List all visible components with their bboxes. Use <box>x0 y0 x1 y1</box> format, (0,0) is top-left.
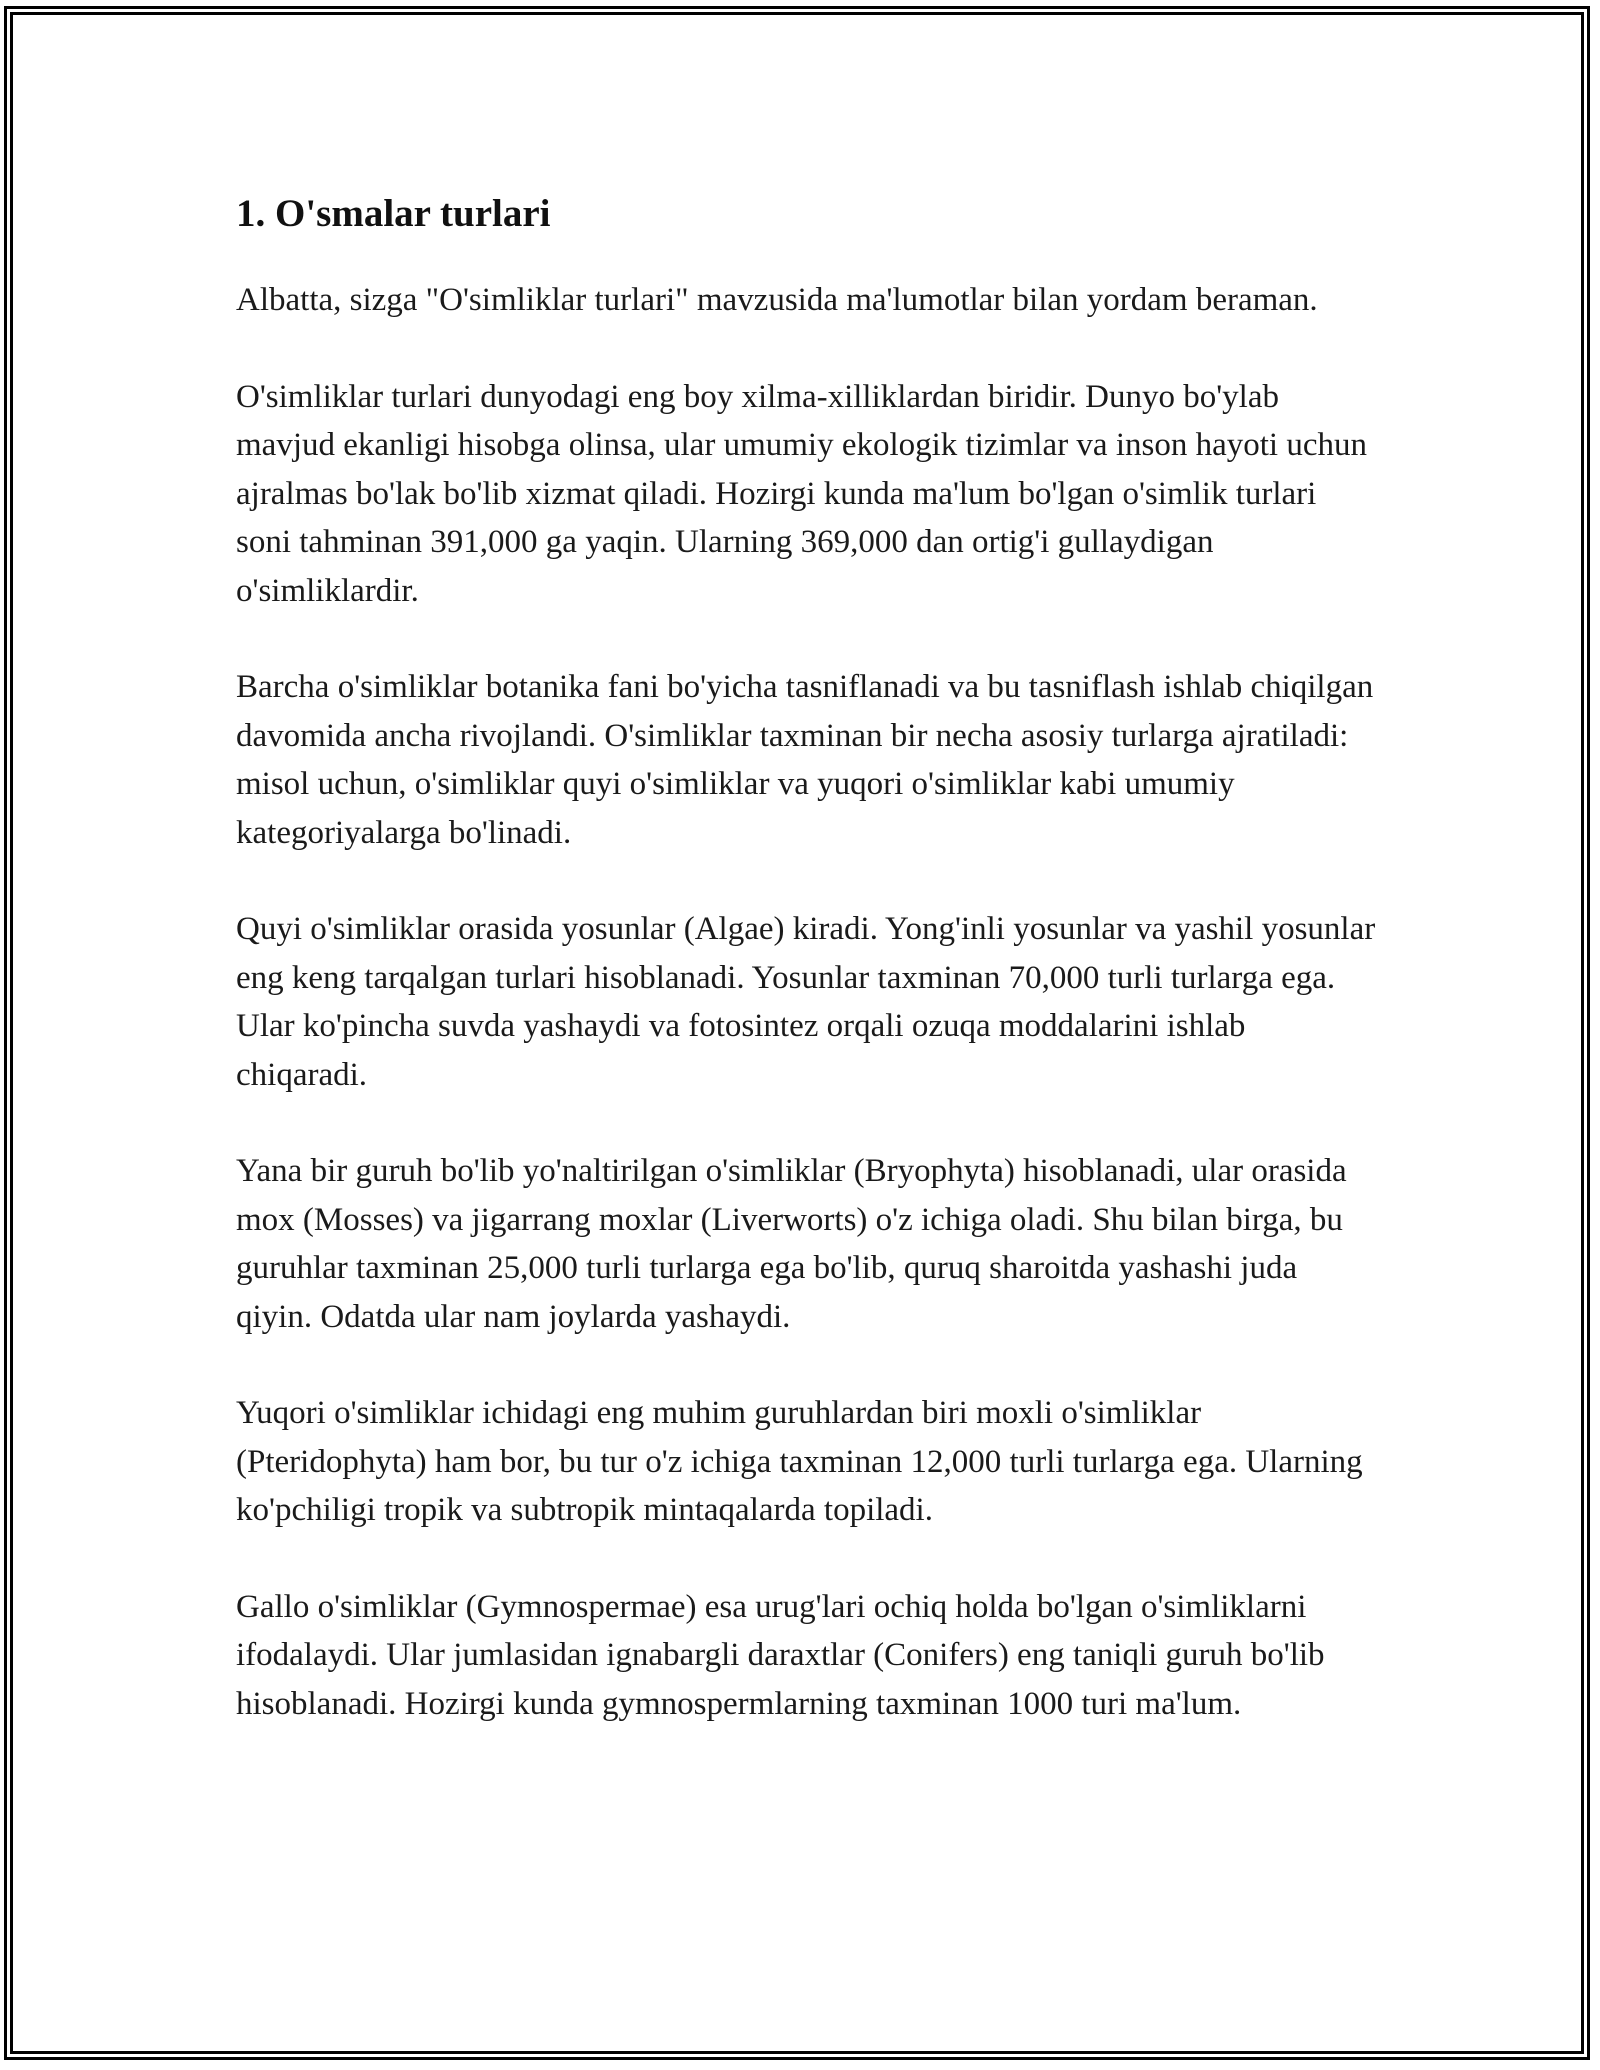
paragraph-plant-diversity: O'simliklar turlari dunyodagi eng boy xilma-xilliklardan biridir. Dunyo bo'ylab mavjud ekanligi hisobga olinsa, ular umumiy ekologik tizimlar va inson hayoti uchun ajralmas bo'lak bo'lib xizmat qiladi. Hozirgi kunda ma'lum bo'lgan o'simlik turlari soni tahminan 391,000 ga yaqin. Ularning 369,000 dan ortig'i gullaydigan o'simliklardir. <box>236 378 1367 609</box>
page-title: 1. O'smalar turlari <box>236 192 551 235</box>
paragraph-classification: Barcha o'simliklar botanika fani bo'yicha tasniflanadi va bu tasniflash ishlab chiqilgan davomida ancha rivojlandi. O'simliklar taxminan bir necha asosiy turlarga ajratiladi: misol uchun, o'simliklar quyi o'simliklar va yuqori o'simliklar kabi umumiy kategoriyalarga bo'linadi. <box>236 669 1374 851</box>
paragraph-bryophyta: Yana bir guruh bo'lib yo'naltirilgan o'simliklar (Bryophyta) hisoblanadi, ular orasida mox (Mosses) va jigarrang moxlar (Liverworts) o'z ichiga oladi. Shu bilan birga, bu guruhlar taxminan 25,000 turli turlarga ega bo'lib, quruq sharoitda yashashi juda qiyin. Odatda ular nam joylarda yashaydi. <box>236 1153 1347 1335</box>
paragraph-algae: Quyi o'simliklar orasida yosunlar (Algae) kiradi. Yong'inli yosunlar va yashil yosunlar eng keng tarqalgan turlari hisoblanadi. Yosunlar taxminan 70,000 turli turlarga ega. Ular ko'pincha suvda yashaydi va fotosintez orqali ozuqa moddalarini ishlab chiqaradi. <box>236 911 1376 1093</box>
document-body <box>236 188 1376 1776</box>
paragraph-pteridophyta: Yuqori o'simliklar ichidagi eng muhim guruhlardan biri moxli o'simliklar (Pteridophyta) ham bor, bu tur o'z ichiga taxminan 12,000 turli turlarga ega. Ularning ko'pchiligi tropik va subtropik mintaqalarda topiladi. <box>236 1395 1363 1528</box>
paragraph-gymnospermae: Gallo o'simliklar (Gymnospermae) esa urug'lari ochiq holda bo'lgan o'simliklarni ifodalaydi. Ular jumlasidan ignabargli daraxtlar (Conifers) eng taniqli guruh bo'lib hisoblanadi. Hozirgi kunda gymnospermlarning taxminan 1000 turi ma'lum. <box>236 1588 1325 1722</box>
paragraph-intro: Albatta, sizga "O'simliklar turlari" mavzusida ma'lumotlar bilan yordam beraman. <box>236 282 1318 318</box>
